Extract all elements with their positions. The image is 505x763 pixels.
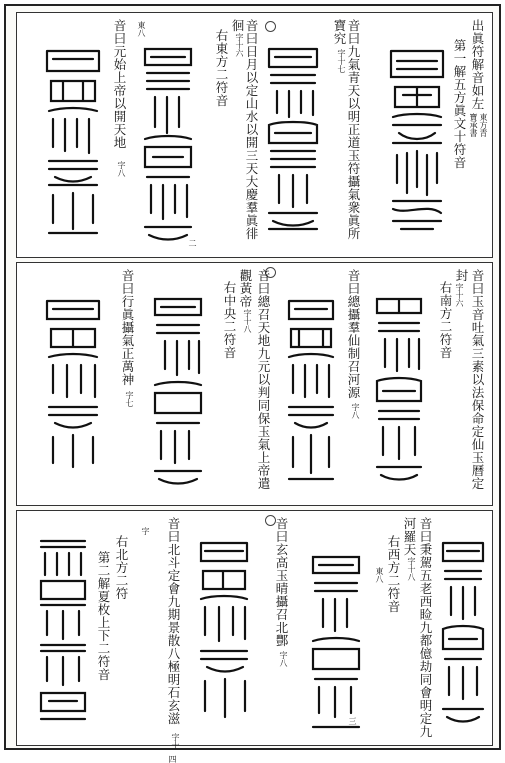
talisman-glyph: [261, 43, 325, 235]
mantra-text: 音曰北斗定會九期景散八極明石玄滋: [166, 517, 181, 725]
mantra-text: 徊: [230, 19, 245, 32]
section-label: 右西方二符音: [386, 535, 401, 613]
talisman-glyph: [281, 293, 341, 489]
section-label: 右中央二符音: [222, 281, 237, 359]
char-count: 字八: [279, 651, 288, 667]
scripture-page: [4, 4, 501, 763]
talisman-glyph: [137, 43, 199, 243]
char-count: 字十六: [235, 33, 244, 57]
talisman-glyph: [305, 551, 367, 737]
char-count: 字十八: [407, 557, 416, 581]
char-count: 字十: [171, 733, 180, 749]
char-count: 字: [141, 527, 150, 535]
mantra-text: 觀黃帝: [238, 269, 253, 308]
panel-bottom: [16, 510, 493, 763]
section-label: 右北方二符: [114, 535, 129, 600]
mantra-text: 封: [454, 269, 469, 282]
mantra-text: 音曰元始上帝以開天地: [112, 19, 127, 149]
mantra-text: 音曰總攝羣仙制召河源: [346, 269, 361, 399]
talisman-mark: 東八: [375, 567, 384, 583]
mantra-text: 音曰玄高玉晴攝召北酆: [274, 517, 289, 647]
section-heading: 第二解夏枚上下二符音: [96, 551, 111, 681]
talisman-glyph: [437, 535, 489, 731]
char-count: 字十七: [337, 49, 346, 73]
mantra-text: 音曰日月以定山水以開三天大慶羣眞徘: [244, 19, 259, 240]
mantra-text: 音曰玉音吐氣三素以法保命定仙玉曆定: [470, 269, 485, 490]
mantra-text: 河羅天: [402, 517, 417, 556]
char-count: 字八: [351, 403, 360, 419]
talisman-glyph: [41, 43, 105, 239]
page-number: 四: [168, 755, 177, 763]
page-number: 三: [348, 717, 357, 725]
title-note: 東方青: [479, 113, 488, 137]
talisman-glyph: [147, 293, 209, 489]
talisman-glyph: [369, 293, 429, 489]
char-count: 字十八: [243, 309, 252, 333]
panel-middle: [16, 262, 493, 506]
scripture-title: 出眞符解音如左: [470, 19, 485, 110]
mantra-text: 音曰秉駕五老西睑九都億劫同會明定九: [418, 517, 433, 738]
section-label: 右南方二符音: [438, 281, 453, 359]
mantra-text: 音曰九氣青天以明正道玉符攝氣衆眞所: [346, 19, 361, 240]
panel-top: [16, 12, 493, 258]
talisman-mark: 東八: [137, 21, 146, 37]
char-count: 字十六: [455, 283, 464, 307]
section-heading: 第一解五方眞文十符音: [452, 39, 467, 169]
char-count: 字七: [125, 391, 134, 407]
page-number: 二: [188, 239, 197, 247]
binding-hole: [265, 21, 276, 32]
section-label: 右東方二符音: [214, 29, 229, 107]
talisman-glyph: [193, 535, 255, 731]
char-count: 字八: [117, 161, 126, 177]
talisman-glyph: [37, 535, 89, 727]
title-note: 寶承書: [469, 113, 478, 137]
mantra-text: 寶究: [332, 19, 347, 45]
talisman-glyph: [385, 43, 449, 235]
mantra-text: 音曰總召天地九元以判同保玉氣上帝遣: [256, 269, 271, 490]
talisman-glyph: [41, 293, 105, 473]
mantra-text: 音曰行眞攝氣正萬神: [120, 269, 135, 386]
